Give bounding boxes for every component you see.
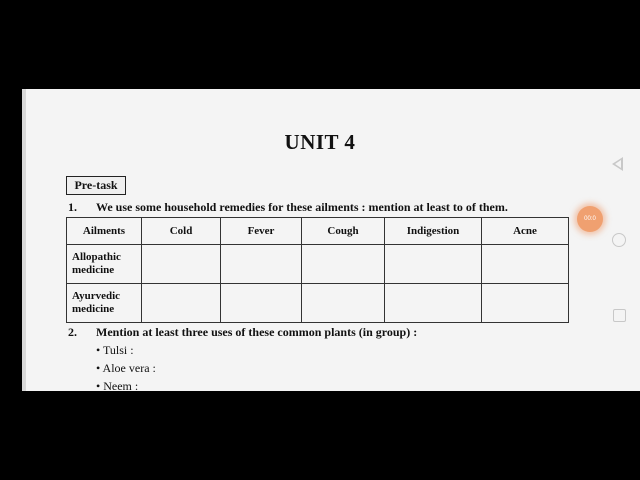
header-ailments: Ailments bbox=[67, 218, 142, 245]
question-1-text: We use some household remedies for these ailments : mention at least to of them. bbox=[96, 200, 508, 214]
row-label-line: Ayurvedic bbox=[72, 290, 121, 302]
unit-title: UNIT 4 bbox=[284, 130, 356, 154]
table-cell bbox=[221, 284, 302, 323]
row-label-line: medicine bbox=[72, 264, 115, 276]
table-cell bbox=[302, 284, 385, 323]
bullet-tulsi: • Tulsi : bbox=[96, 343, 134, 357]
table-header-row bbox=[67, 218, 569, 245]
table-cell bbox=[482, 245, 569, 284]
bullet-aloe-vera: • Aloe vera : bbox=[96, 361, 156, 375]
header-cough: Cough bbox=[302, 218, 385, 245]
question-2-text: Mention at least three uses of these common plants (in group) : bbox=[96, 325, 418, 339]
row-label-ayurvedic bbox=[67, 284, 142, 323]
header-indigestion: Indigestion bbox=[385, 218, 482, 245]
table-cell bbox=[302, 245, 385, 284]
row-label-allopathic bbox=[67, 245, 142, 284]
row-label-line: medicine bbox=[72, 303, 115, 315]
table-cell bbox=[385, 245, 482, 284]
header-acne: Acne bbox=[482, 218, 569, 245]
header-fever: Fever bbox=[221, 218, 302, 245]
table-row bbox=[67, 245, 569, 284]
home-icon[interactable] bbox=[612, 233, 626, 247]
back-icon-inner bbox=[615, 160, 621, 168]
bullet-neem: • Neem : bbox=[96, 379, 139, 393]
table-cell bbox=[221, 245, 302, 284]
row-label-line: Allopathic bbox=[72, 251, 121, 263]
question-2-number: 2. bbox=[68, 325, 77, 339]
pretask-label: Pre-task bbox=[66, 176, 126, 195]
remedies-table bbox=[66, 217, 569, 323]
question-1-number: 1. bbox=[68, 200, 77, 214]
header-cold: Cold bbox=[142, 218, 221, 245]
table-cell bbox=[385, 284, 482, 323]
table-cell bbox=[142, 245, 221, 284]
recent-apps-icon[interactable] bbox=[613, 309, 626, 322]
table-cell bbox=[482, 284, 569, 323]
table-cell bbox=[142, 284, 221, 323]
floating-recorder-bubble[interactable]: 00:0 bbox=[577, 206, 603, 232]
table-row bbox=[67, 284, 569, 323]
